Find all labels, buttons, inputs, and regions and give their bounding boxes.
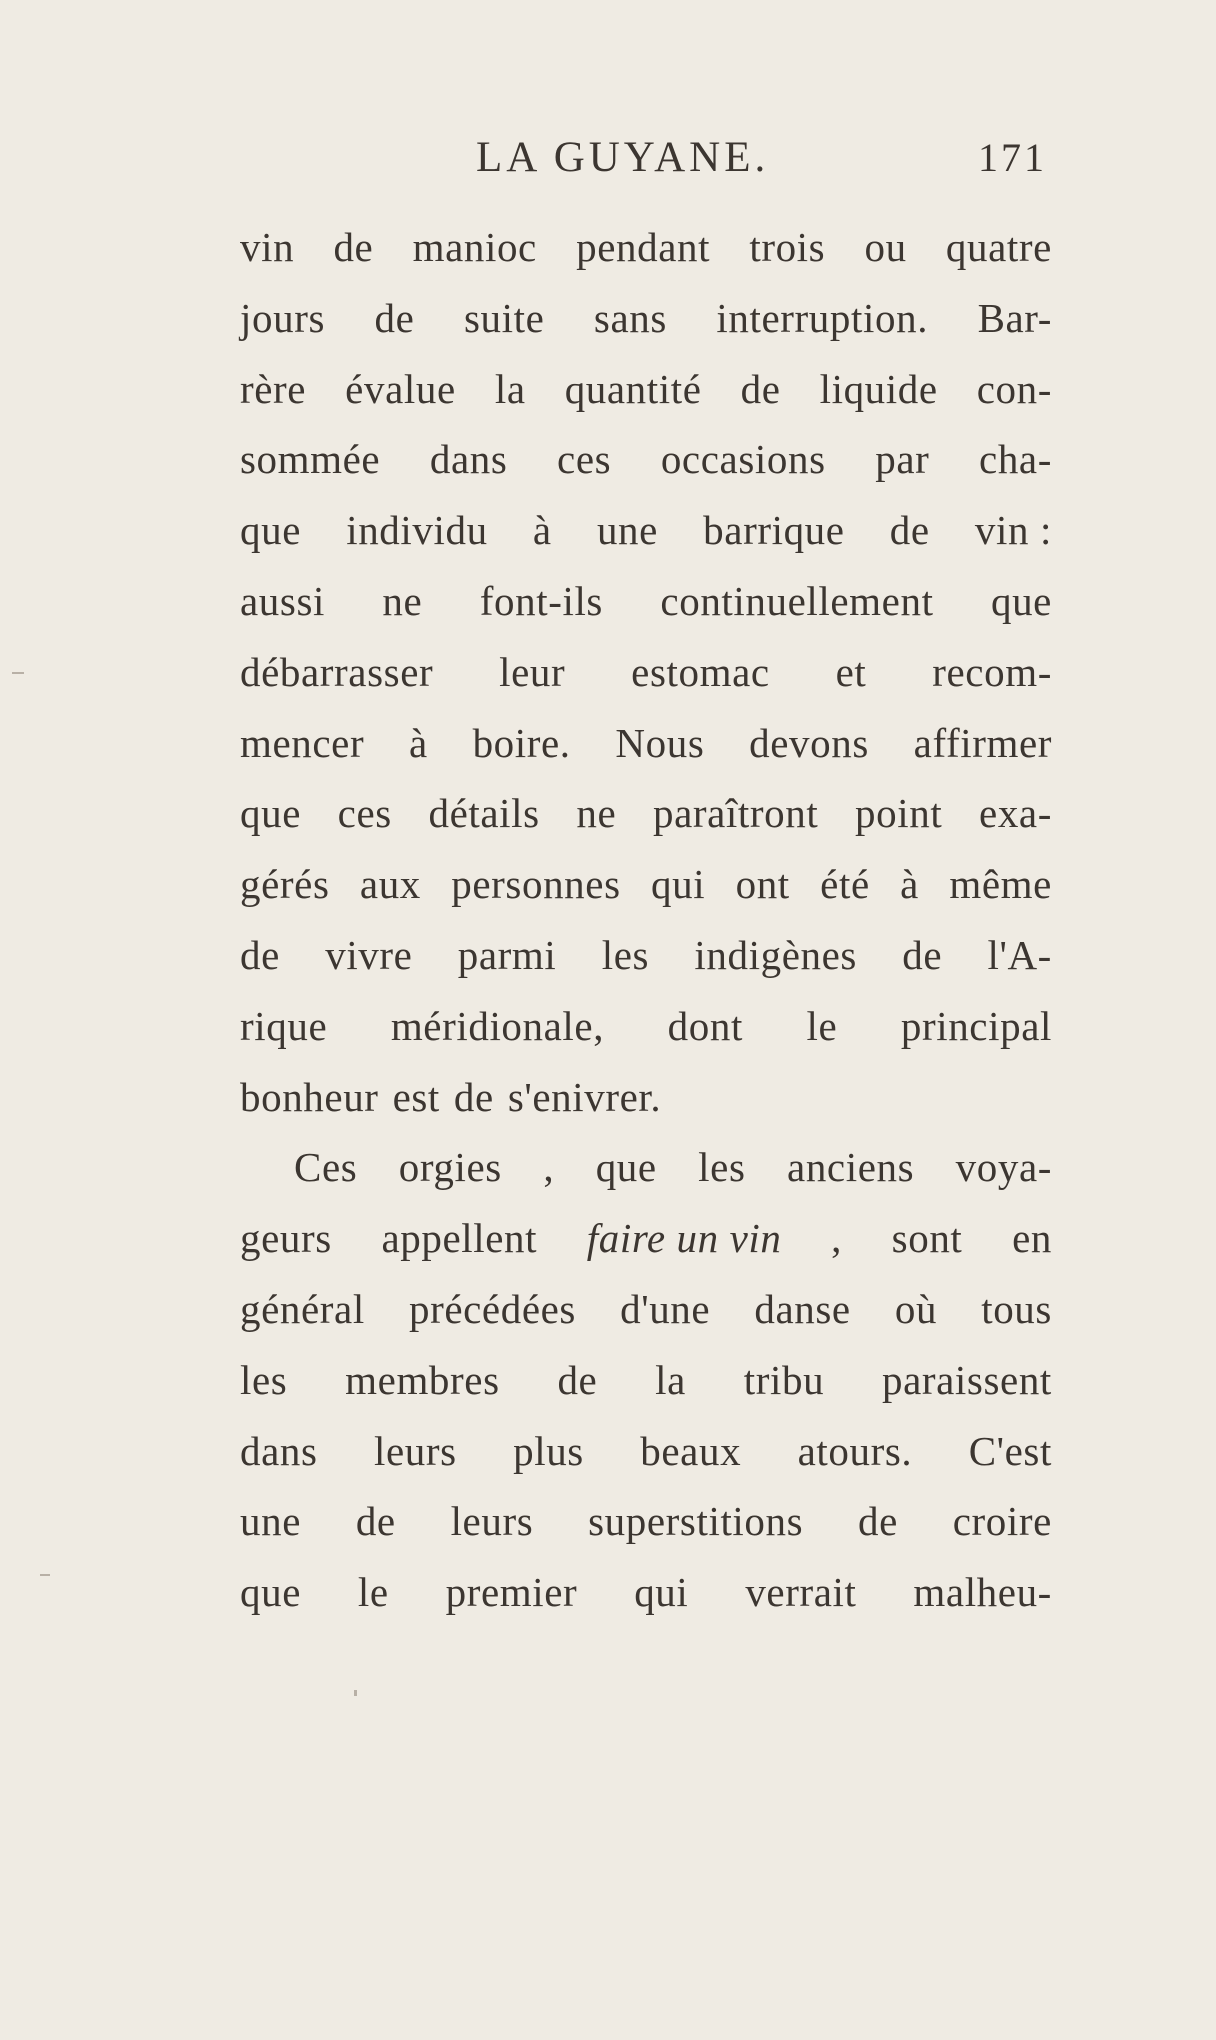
text-line: aussi ne font-ils continuellement que [240,577,1052,624]
paper-speck [12,672,24,674]
text-line: que ces détails ne paraîtront point exa- [240,790,1052,837]
text-line: Ces orgies , que les anciens voya- [294,1144,1052,1191]
text-line: une de leurs superstitions de croire [240,1498,1052,1545]
text-line: que le premier qui verrait malheu- [240,1569,1052,1616]
text-line: débarrasser leur estomac et recom- [240,648,1052,695]
text-line: rère évalue la quantité de liquide con- [240,365,1052,412]
text-line: général précédées d'une danse où tous [240,1285,1052,1332]
italic-phrase: faire un vin [586,1215,782,1262]
text-line: les membres de la tribu paraissent [240,1356,1052,1403]
text-line: mencer à boire. Nous devons affirmer [240,719,1052,766]
text-line: rique méridionale, dont le principal [240,1002,1052,1049]
running-title: LA GUYANE. [476,134,770,181]
paper-speck [354,1690,357,1696]
text-line: vin de manioc pendant trois ou quatre [240,224,1052,270]
paper-speck [40,1574,50,1576]
text-line: de vivre parmi les indigènes de l'A- [240,931,1052,978]
text-line: geurs appellent faire un vin , sont en [240,1203,1052,1274]
text-line: sommée dans ces occasions par cha- [240,436,1052,483]
text-line: jours de suite sans interruption. Bar- [240,294,1052,341]
body-text [240,212,1052,1628]
text-line: que individu à une barrique de vin : [240,507,1052,554]
text-line: bonheur est de s'enivrer. [240,1073,662,1120]
page-number: 171 [978,135,1047,180]
text-line: dans leurs plus beaux atours. C'est [240,1427,1052,1474]
text-line: gérés aux personnes qui ont été à même [240,861,1052,908]
running-head [0,128,1216,188]
